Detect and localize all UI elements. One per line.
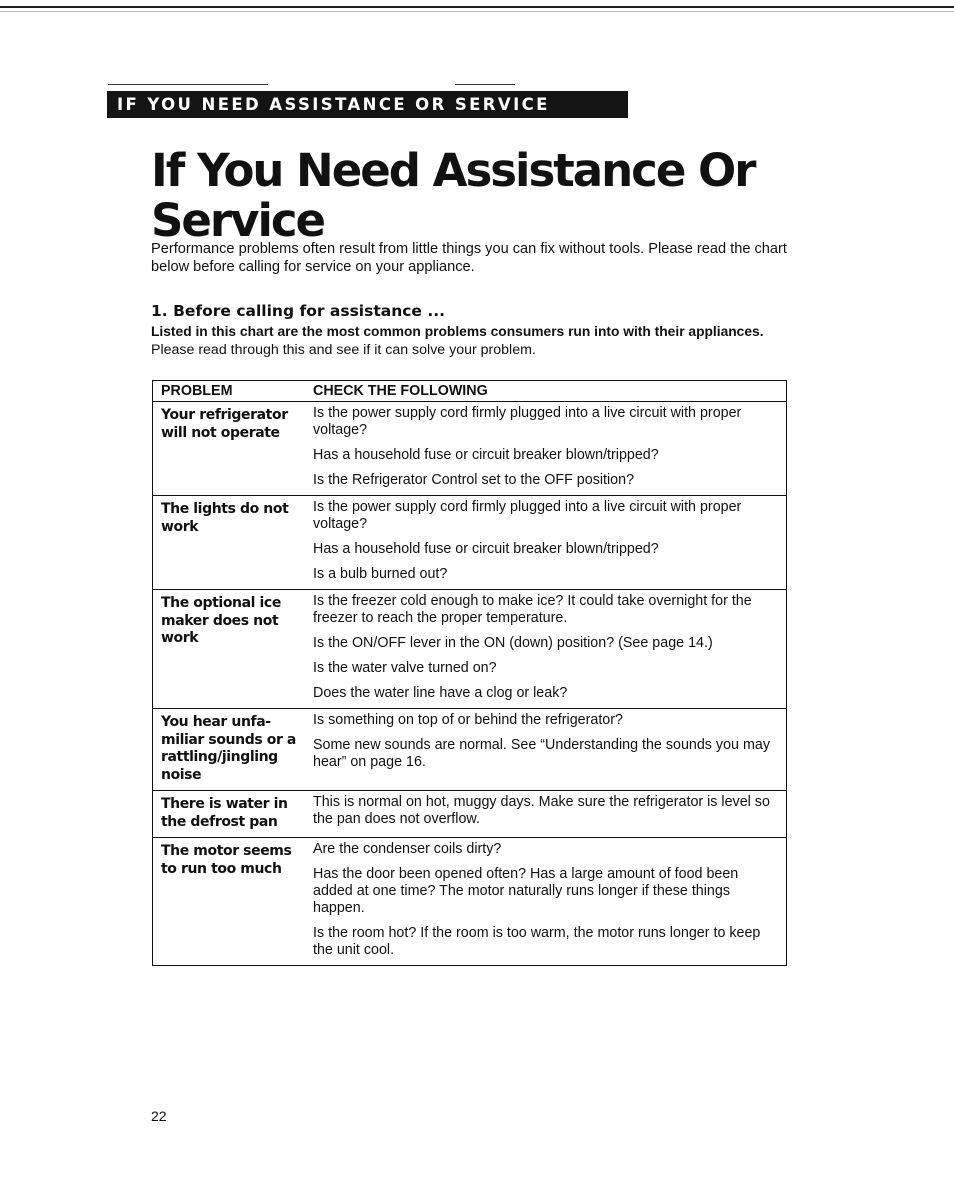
top-rule xyxy=(0,6,954,8)
intro-paragraph: Performance problems often result from little things you can fix without tools. Please read the chart below before calling for service on your appliance. xyxy=(151,241,787,275)
problem-cell: The lights do not work xyxy=(153,496,314,590)
checks-cell xyxy=(313,402,787,496)
check-item: Is a bulb burned out? xyxy=(313,566,448,582)
check-item: Is the Refrigerator Control set to the OFF position? xyxy=(313,472,635,488)
check-item: Are the condenser coils dirty? xyxy=(313,841,502,857)
check-item: Is the ON/OFF lever in the ON (down) position? (See page 14.) xyxy=(313,635,713,651)
problem-cell: Your refrigerator will not operate xyxy=(153,402,314,496)
check-item: Does the water line have a clog or leak? xyxy=(313,685,568,701)
problem-column-header: PROBLEM xyxy=(153,381,314,402)
table-row xyxy=(153,791,787,838)
check-item: Has a household fuse or circuit breaker blown/tripped? xyxy=(313,541,659,557)
page-number: 22 xyxy=(151,1108,167,1124)
checks-cell xyxy=(313,590,787,709)
checks-cell xyxy=(313,838,787,966)
check-item: Is the water valve turned on? xyxy=(313,660,497,676)
section-description-line2: Please read through this and see if it can solve your problem. xyxy=(151,342,536,358)
section-banner: IF YOU NEED ASSISTANCE OR SERVICE xyxy=(107,91,628,118)
check-item: Is the power supply cord firmly plugged into a live circuit with proper voltage? xyxy=(313,499,742,532)
check-item: Is the freezer cold enough to make ice? It could take overnight for the freezer to reach the proper temperature. xyxy=(313,593,752,626)
problem-cell: The optional ice maker does not work xyxy=(153,590,314,709)
table-row xyxy=(153,402,787,496)
check-item: Some new sounds are normal. See “Understanding the sounds you may hear” on page 16. xyxy=(313,737,770,770)
table-row xyxy=(153,590,787,709)
decorative-rule xyxy=(108,84,268,85)
table-body xyxy=(153,402,787,966)
check-item: This is normal on hot, muggy days. Make sure the refrigerator is level so the pan does not overflow. xyxy=(313,794,770,827)
checks-cell xyxy=(313,791,787,838)
decorative-rule xyxy=(455,84,515,85)
troubleshooting-table xyxy=(152,380,787,966)
checks-cell xyxy=(313,496,787,590)
table-row xyxy=(153,496,787,590)
problem-cell: There is water in the defrost pan xyxy=(153,791,314,838)
check-item: Is the room hot? If the room is too warm, the motor runs longer to keep the unit cool. xyxy=(313,925,761,958)
check-column-header: CHECK THE FOLLOWING xyxy=(313,381,787,402)
top-rule-thin xyxy=(0,11,954,12)
page-title: If You Need Assistance Or Service xyxy=(151,144,755,247)
section-description xyxy=(151,323,801,359)
problem-cell: The motor seems to run too much xyxy=(153,838,314,966)
problem-cell: You hear unfa- miliar sounds or a rattling/jingling noise xyxy=(153,709,314,791)
check-item: Is the power supply cord firmly plugged into a live circuit with proper voltage? xyxy=(313,405,742,438)
section-heading: 1. Before calling for assistance ... xyxy=(151,302,446,320)
table-row xyxy=(153,709,787,791)
check-item: Has a household fuse or circuit breaker blown/tripped? xyxy=(313,447,659,463)
section-description-line1: Listed in this chart are the most common problems consumers run into with their appliances. xyxy=(151,324,764,339)
table-row xyxy=(153,838,787,966)
check-item: Has the door been opened often? Has a large amount of food been added at one time? The motor naturally runs longer if these things happen. xyxy=(313,866,739,916)
table-header-row xyxy=(153,381,787,402)
checks-cell xyxy=(313,709,787,791)
check-item: Is something on top of or behind the refrigerator? xyxy=(313,712,623,728)
